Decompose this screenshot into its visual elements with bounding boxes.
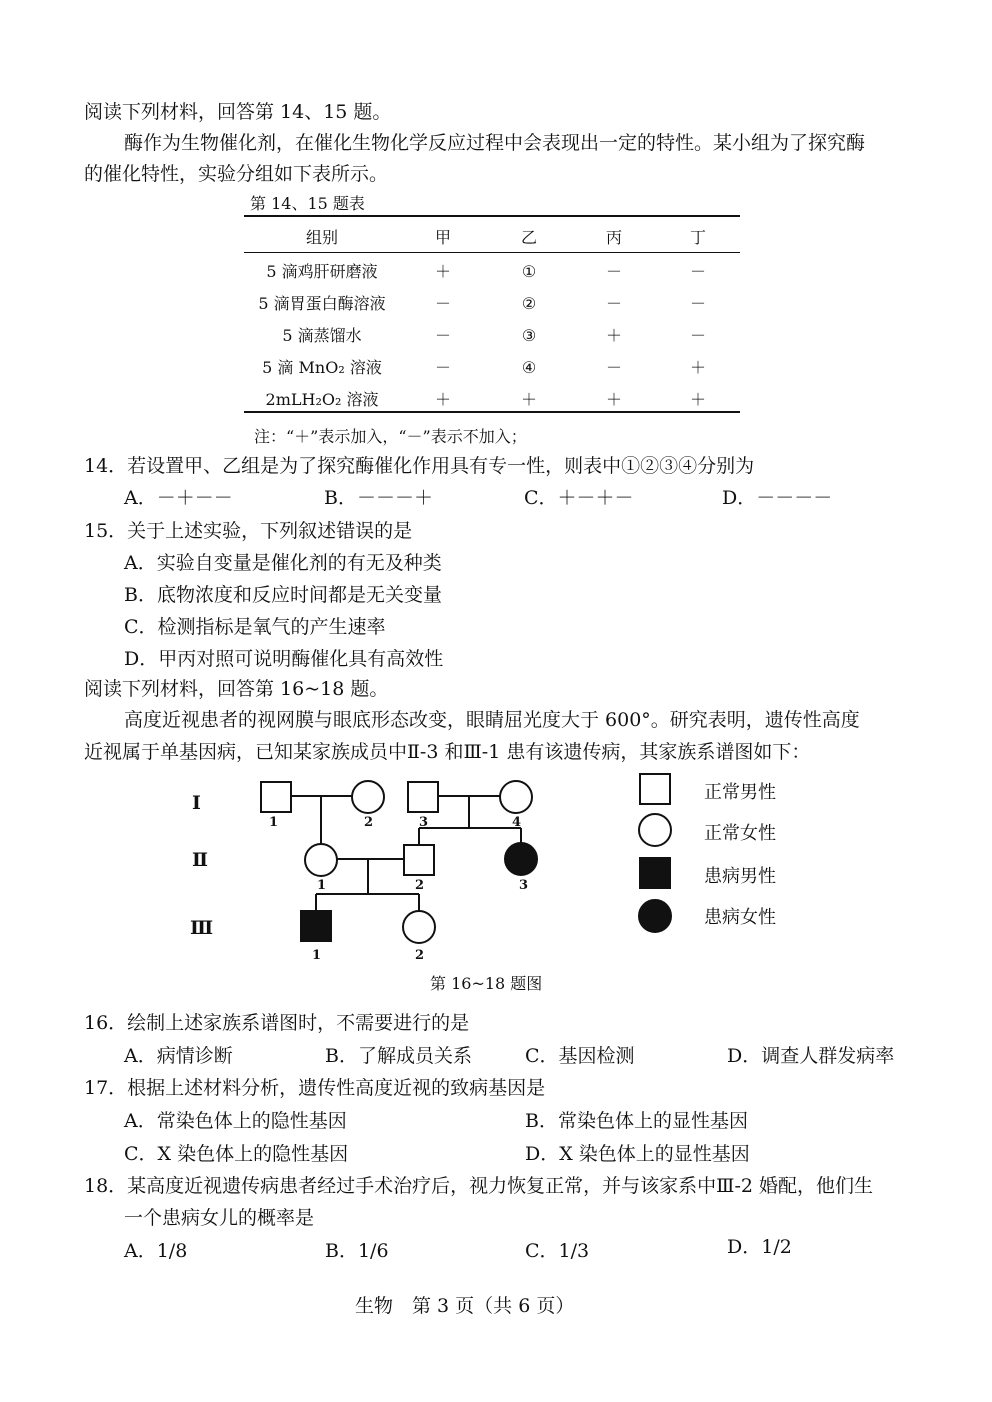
legend-label-affected-female: 患病女性 bbox=[704, 907, 776, 928]
q15-option-d: D．甲丙对照可说明酶催化具有高效性 bbox=[124, 648, 444, 670]
generation-label-i: Ⅰ bbox=[192, 792, 201, 814]
q17-option-a: A．常染色体上的隐性基因 bbox=[124, 1110, 347, 1132]
individual-number-i4: 4 bbox=[512, 815, 522, 830]
intro-14-15: 阅读下列材料，回答第 14、15 题。 bbox=[84, 101, 392, 123]
table-cell: ② bbox=[521, 294, 537, 313]
table-cell: － bbox=[605, 294, 623, 313]
individual-ii1-normal-female bbox=[305, 844, 337, 876]
q14-option-c: C．＋－＋－ bbox=[524, 487, 634, 509]
table-cell: ＋ bbox=[689, 358, 707, 377]
individual-number-ii3: 3 bbox=[519, 878, 529, 893]
individual-number-i3: 3 bbox=[419, 815, 429, 830]
q14-option-a: A．－＋－－ bbox=[124, 487, 233, 509]
table-cell: － bbox=[605, 358, 623, 377]
q16-option-d: D．调查人群发病率 bbox=[727, 1045, 895, 1067]
q17-option-d: D．X 染色体上的显性基因 bbox=[525, 1143, 750, 1165]
generation-label-iii: Ⅲ bbox=[190, 917, 214, 939]
passage-16-18-line2: 近视属于单基因病，已知某家族成员中Ⅱ-3 和Ⅲ-1 患有该遗传病，其家族系谱图如下： bbox=[84, 741, 811, 763]
q15-option-b: B．底物浓度和反应时间都是无关变量 bbox=[124, 584, 442, 606]
table-cell: 5 滴蒸馏水 bbox=[282, 326, 362, 345]
generation-label-ii: Ⅱ bbox=[192, 849, 209, 871]
table-header-cell: 组别 bbox=[305, 228, 339, 247]
individual-i3-normal-male bbox=[408, 782, 438, 812]
individual-number-i1: 1 bbox=[269, 815, 279, 830]
table-cell: ③ bbox=[521, 326, 537, 345]
table-caption: 第 14、15 题表 bbox=[250, 194, 365, 213]
legend-label-normal-female: 正常女性 bbox=[704, 823, 776, 844]
q14-option-d: D．－－－－ bbox=[722, 487, 833, 509]
table-cell: － bbox=[434, 294, 452, 313]
q18-option-c: C．1/3 bbox=[525, 1240, 590, 1262]
q18-option-d: D．1/2 bbox=[727, 1236, 792, 1258]
table-cell: 5 滴鸡肝研磨液 bbox=[266, 262, 378, 281]
q14-stem: 14．若设置甲、乙组是为了探究酶催化作用具有专一性，则表中①②③④分别为 bbox=[84, 455, 755, 477]
table-cell: ＋ bbox=[605, 390, 623, 409]
q15-stem: 15．关于上述实验，下列叙述错误的是 bbox=[84, 520, 413, 542]
legend-label-affected-male: 患病男性 bbox=[704, 866, 776, 887]
q15-option-c: C．检测指标是氧气的产生速率 bbox=[124, 616, 386, 638]
individual-iii2-normal-female bbox=[403, 911, 435, 943]
table-cell: ＋ bbox=[605, 326, 623, 345]
individual-i2-normal-female bbox=[352, 781, 384, 813]
table-cell: 2mLH₂O₂ 溶液 bbox=[265, 390, 379, 409]
table-cell: － bbox=[434, 358, 452, 377]
individual-number-ii2: 2 bbox=[415, 878, 425, 893]
q18-option-b: B．1/6 bbox=[325, 1240, 389, 1262]
passage-16-18-line1: 高度近视患者的视网膜与眼底形态改变，眼睛屈光度大于 600°。研究表明，遗传性高度 bbox=[124, 709, 860, 731]
individual-i1-normal-male bbox=[261, 782, 291, 812]
legend-label-normal-male: 正常男性 bbox=[704, 782, 776, 803]
table-cell: 5 滴胃蛋白酶溶液 bbox=[258, 294, 386, 313]
passage-14-15-line1: 酶作为生物催化剂，在催化生物化学反应过程中会表现出一定的特性。某小组为了探究酶 bbox=[124, 132, 866, 154]
table-cell: ＋ bbox=[520, 390, 538, 409]
table-header-cell: 丙 bbox=[605, 228, 623, 247]
q14-option-b: B．－－－＋ bbox=[324, 487, 433, 509]
intro-16-18: 阅读下列材料，回答第 16~18 题。 bbox=[84, 678, 389, 700]
q16-option-a: A．病情诊断 bbox=[124, 1045, 233, 1067]
q18-stem-line2: 一个患病女儿的概率是 bbox=[124, 1207, 315, 1229]
table-cell: － bbox=[689, 326, 707, 345]
legend-affected-female-icon bbox=[639, 900, 671, 932]
table-cell: 5 滴 MnO₂ 溶液 bbox=[262, 358, 382, 377]
legend-normal-female-icon bbox=[639, 814, 671, 846]
pedigree-caption: 第 16~18 题图 bbox=[430, 974, 543, 993]
table-cell: － bbox=[605, 262, 623, 281]
q16-stem: 16．绘制上述家族系谱图时，不需要进行的是 bbox=[84, 1012, 470, 1034]
q18-stem-line1: 18．某高度近视遗传病患者经过手术治疗后，视力恢复正常，并与该家系中Ⅲ-2 婚配，他们生 bbox=[84, 1175, 874, 1197]
q17-stem: 17．根据上述材料分析，遗传性高度近视的致病基因是 bbox=[84, 1077, 546, 1099]
individual-number-iii2: 2 bbox=[415, 948, 425, 963]
individual-number-ii1: 1 bbox=[317, 878, 327, 893]
individual-i4-normal-female bbox=[500, 781, 532, 813]
q16-option-c: C．基因检测 bbox=[525, 1045, 635, 1067]
table-cell: － bbox=[689, 294, 707, 313]
table-header-cell: 乙 bbox=[520, 228, 538, 247]
individual-number-i2: 2 bbox=[364, 815, 374, 830]
passage-14-15-line2: 的催化特性，实验分组如下表所示。 bbox=[84, 163, 389, 185]
legend-normal-male-icon bbox=[640, 774, 670, 804]
q17-option-b: B．常染色体上的显性基因 bbox=[525, 1110, 748, 1132]
individual-ii3-affected-female bbox=[505, 843, 537, 875]
table-cell: ④ bbox=[521, 358, 537, 377]
table-header-cell: 甲 bbox=[434, 228, 452, 247]
page-footer: 生物 第 3 页（共 6 页） bbox=[355, 1295, 575, 1317]
table-cell: ＋ bbox=[434, 262, 452, 281]
table-cell: ＋ bbox=[434, 390, 452, 409]
table-cell: ＋ bbox=[689, 390, 707, 409]
q18-option-a: A．1/8 bbox=[124, 1240, 188, 1262]
individual-number-iii1: 1 bbox=[312, 948, 322, 963]
individual-iii1-affected-male bbox=[301, 911, 331, 941]
table-cell: － bbox=[434, 326, 452, 345]
table-header-cell: 丁 bbox=[689, 228, 707, 247]
q16-option-b: B．了解成员关系 bbox=[325, 1045, 472, 1067]
q17-option-c: C．X 染色体上的隐性基因 bbox=[124, 1143, 349, 1165]
q15-option-a: A．实验自变量是催化剂的有无及种类 bbox=[124, 552, 442, 574]
individual-ii2-normal-male bbox=[404, 845, 434, 875]
table-cell: － bbox=[689, 262, 707, 281]
legend-affected-male-icon bbox=[640, 858, 670, 888]
table-note: 注：“＋”表示加入，“－”表示不加入； bbox=[254, 427, 527, 446]
table-cell: ① bbox=[521, 262, 537, 281]
